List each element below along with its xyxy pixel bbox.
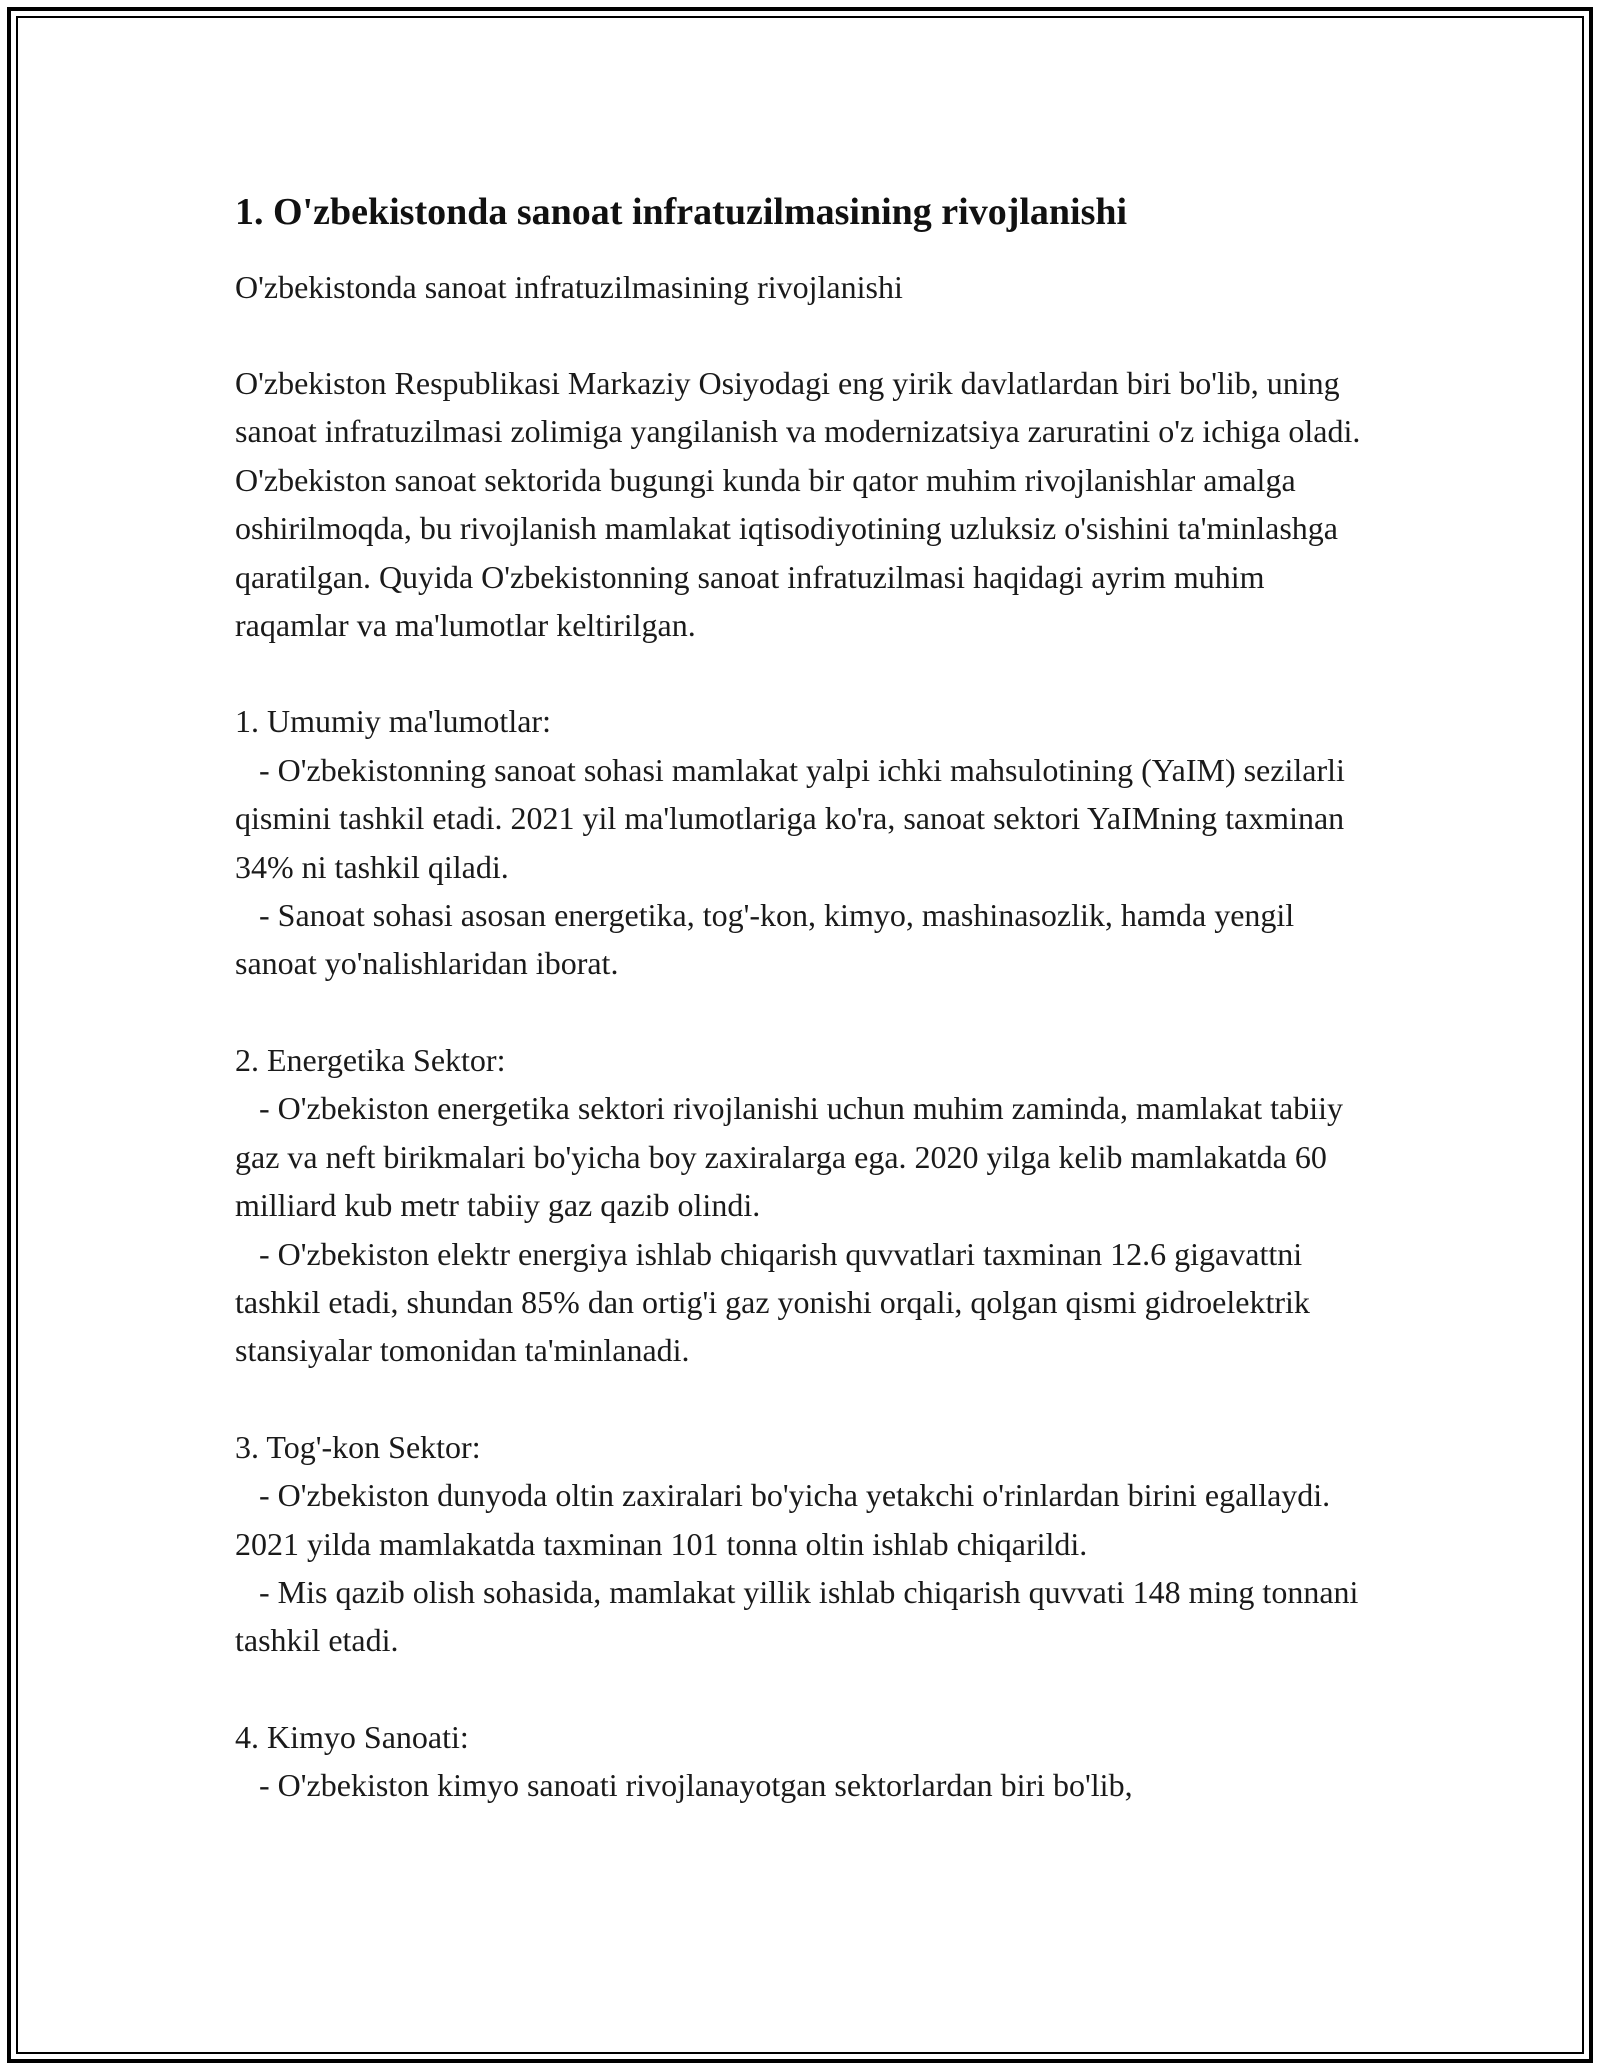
section-heading: 4. Kimyo Sanoati: (235, 1718, 469, 1755)
section-bullet: - Mis qazib olish sohasida, mamlakat yillik ishlab chiqarish quvvati 148 ming tonnani tashkil etadi. (235, 1573, 1367, 1659)
section-bullet: - O'zbekiston elektr energiya ishlab chiqarish quvvatlari taxminan 12.6 gigavattni tashkil etadi, shundan 85% dan ortig'i gaz yonishi orqali, qolgan qismi gidroelektrik stansiyalar tomonidan ta'minlanadi. (235, 1235, 1318, 1369)
section-bullet: - O'zbekiston kimyo sanoati rivojlanayotgan sektorlardan biri bo'lib, (235, 1767, 1133, 1804)
section-heading: 1. Umumiy ma'lumotlar: (235, 703, 551, 740)
section-mining (235, 1423, 1375, 1665)
document-title: 1. O'zbekistonda sanoat infratuzilmasining rivojlanishi (235, 191, 1128, 233)
section-general-info (235, 697, 1375, 987)
section-energy (235, 1036, 1375, 1375)
section-heading: 3. Tog'-kon Sektor: (235, 1428, 481, 1465)
section-heading: 2. Energetika Sektor: (235, 1041, 506, 1078)
document-body (235, 187, 1375, 1810)
intro-paragraph: O'zbekiston Respublikasi Markaziy Osiyodagi eng yirik davlatlardan biri bo'lib, uning sanoat infratuzilmasi zolimiga yangilanish va modernizatsiya zaruratini o'z ichiga oladi. O'zbekiston sanoat sektorida bugungi kunda bir qator muhim rivojlanishlar amalga oshirilmoqda, bu rivojlanish mamlakat iqtisodiyotining uzluksiz o'sishini ta'minlashga qaratilgan. Quyida O'zbekistonning sanoat infratuzilmasi haqidagi ayrim muhim raqamlar va ma'lumotlar keltirilgan. (235, 365, 1369, 644)
section-bullet: - O'zbekiston dunyoda oltin zaxiralari bo'yicha yetakchi o'rinlardan birini egallaydi. 2021 yilda mamlakatda taxminan 101 tonna oltin ishlab chiqarildi. (235, 1477, 1339, 1562)
section-bullet: - Sanoat sohasi asosan energetika, tog'-kon, kimyo, mashinasozlik, hamda yengil sanoat yo'nalishlaridan iborat. (235, 897, 1303, 982)
section-bullet: - O'zbekiston energetika sektori rivojlanishi uchun muhim zaminda, mamlakat tabiiy gaz va neft birikmalari bo'yicha boy zaxiralarga ega. 2020 yilga kelib mamlakatda 60 milliard kub metr tabiiy gaz qazib olindi. (235, 1090, 1352, 1224)
section-bullet: - O'zbekistonning sanoat sohasi mamlakat yalpi ichki mahsulotining (YaIM) sezilarli qismini tashkil etadi. 2021 yil ma'lumotlariga ko'ra, sanoat sektori YaIMning taxminan 34% ni tashkil qiladi. (235, 751, 1353, 885)
section-chemical (235, 1713, 1375, 1810)
document-subtitle: O'zbekistonda sanoat infratuzilmasining rivojlanishi (235, 269, 903, 305)
